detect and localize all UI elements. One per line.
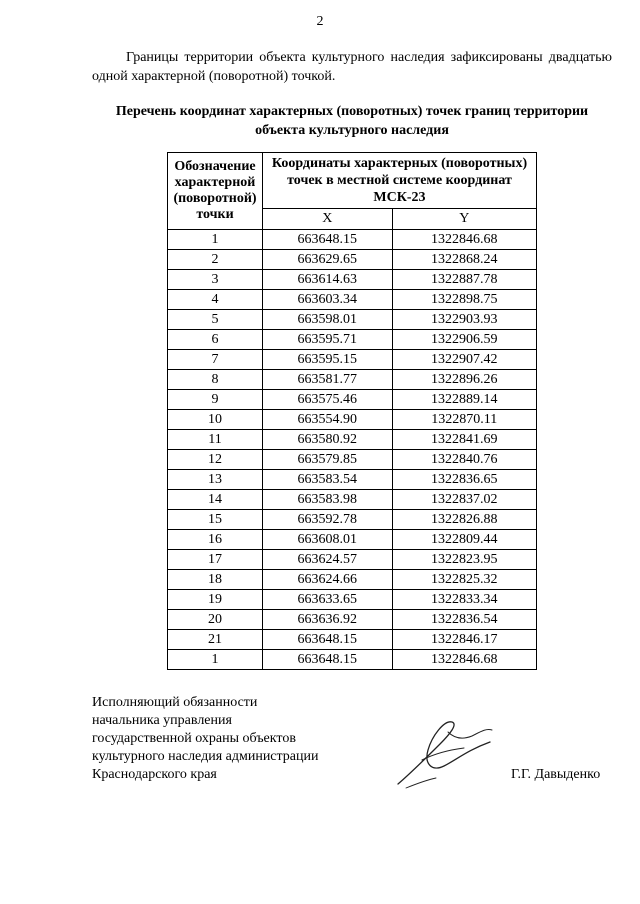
x-coordinate-cell: 663579.85 bbox=[263, 450, 393, 470]
table-row bbox=[168, 410, 537, 430]
page-number: 2 bbox=[316, 14, 324, 29]
table-row bbox=[168, 270, 537, 290]
y-coordinate-cell: 1322841.69 bbox=[392, 430, 537, 450]
table-row bbox=[168, 370, 537, 390]
point-number-cell: 19 bbox=[168, 590, 263, 610]
y-coordinate-cell: 1322870.11 bbox=[392, 410, 537, 430]
y-coordinate-cell: 1322846.17 bbox=[392, 630, 537, 650]
point-number-cell: 13 bbox=[168, 470, 263, 490]
table-row bbox=[168, 290, 537, 310]
x-coordinate-cell: 663603.34 bbox=[263, 290, 393, 310]
table-row bbox=[168, 310, 537, 330]
point-number-cell: 15 bbox=[168, 510, 263, 530]
intro-paragraph: Границы территории объекта культурного наследия зафиксированы двадцатью одной характерной (поворотной) точкой. bbox=[92, 50, 612, 84]
y-coordinate-cell: 1322906.59 bbox=[392, 330, 537, 350]
point-number-cell: 10 bbox=[168, 410, 263, 430]
point-number-cell: 1 bbox=[168, 230, 263, 250]
point-number-cell: 1 bbox=[168, 650, 263, 670]
point-number-cell: 17 bbox=[168, 550, 263, 570]
x-coordinate-cell: 663608.01 bbox=[263, 530, 393, 550]
header-coordinates: Координаты характерных (поворотных) точек в местной системе координат МСК-23 bbox=[263, 153, 537, 209]
y-coordinate-cell: 1322836.54 bbox=[392, 610, 537, 630]
point-number-cell: 16 bbox=[168, 530, 263, 550]
table-row bbox=[168, 650, 537, 670]
table-row bbox=[168, 430, 537, 450]
table-row bbox=[168, 630, 537, 650]
point-number-cell: 7 bbox=[168, 350, 263, 370]
x-coordinate-cell: 663581.77 bbox=[263, 370, 393, 390]
y-coordinate-cell: 1322825.32 bbox=[392, 570, 537, 590]
x-coordinate-cell: 663648.15 bbox=[263, 650, 393, 670]
signer-title-line: Исполняющий обязанности bbox=[92, 695, 258, 710]
point-number-cell: 5 bbox=[168, 310, 263, 330]
handwritten-signature-icon bbox=[392, 714, 496, 792]
y-coordinate-cell: 1322809.44 bbox=[392, 530, 537, 550]
x-coordinate-cell: 663554.90 bbox=[263, 410, 393, 430]
point-number-cell: 8 bbox=[168, 370, 263, 390]
x-coordinate-cell: 663580.92 bbox=[263, 430, 393, 450]
table-title: Перечень координат характерных (поворотных) точек границ территории объекта культурного наследия bbox=[115, 104, 589, 138]
x-coordinate-cell: 663595.71 bbox=[263, 330, 393, 350]
y-coordinate-cell: 1322823.95 bbox=[392, 550, 537, 570]
point-number-cell: 20 bbox=[168, 610, 263, 630]
x-coordinate-cell: 663575.46 bbox=[263, 390, 393, 410]
point-number-cell: 11 bbox=[168, 430, 263, 450]
point-number-cell: 6 bbox=[168, 330, 263, 350]
x-coordinate-cell: 663624.57 bbox=[263, 550, 393, 570]
y-coordinate-cell: 1322837.02 bbox=[392, 490, 537, 510]
x-coordinate-cell: 663648.15 bbox=[263, 230, 393, 250]
header-point: Обозначение характерной (поворотной) точки bbox=[168, 153, 263, 230]
table-row bbox=[168, 490, 537, 510]
table-row bbox=[168, 470, 537, 490]
header-y: Y bbox=[392, 209, 537, 230]
point-number-cell: 3 bbox=[168, 270, 263, 290]
table-row bbox=[168, 570, 537, 590]
x-coordinate-cell: 663648.15 bbox=[263, 630, 393, 650]
x-coordinate-cell: 663583.98 bbox=[263, 490, 393, 510]
x-coordinate-cell: 663624.66 bbox=[263, 570, 393, 590]
y-coordinate-cell: 1322840.76 bbox=[392, 450, 537, 470]
table-row bbox=[168, 330, 537, 350]
signer-title-line: государственной охраны объектов bbox=[92, 731, 296, 746]
table-row bbox=[168, 550, 537, 570]
y-coordinate-cell: 1322826.88 bbox=[392, 510, 537, 530]
table-row bbox=[168, 390, 537, 410]
y-coordinate-cell: 1322907.42 bbox=[392, 350, 537, 370]
y-coordinate-cell: 1322903.93 bbox=[392, 310, 537, 330]
point-number-cell: 4 bbox=[168, 290, 263, 310]
y-coordinate-cell: 1322846.68 bbox=[392, 230, 537, 250]
point-number-cell: 21 bbox=[168, 630, 263, 650]
x-coordinate-cell: 663595.15 bbox=[263, 350, 393, 370]
point-number-cell: 2 bbox=[168, 250, 263, 270]
table-row bbox=[168, 510, 537, 530]
point-number-cell: 18 bbox=[168, 570, 263, 590]
signer-title-line: начальника управления bbox=[92, 713, 232, 728]
y-coordinate-cell: 1322868.24 bbox=[392, 250, 537, 270]
coordinates-table bbox=[167, 152, 537, 670]
table-row bbox=[168, 450, 537, 470]
header-x: X bbox=[263, 209, 393, 230]
signer-title-line: Краснодарского края bbox=[92, 767, 217, 782]
table-row bbox=[168, 230, 537, 250]
table-row bbox=[168, 610, 537, 630]
point-number-cell: 14 bbox=[168, 490, 263, 510]
point-number-cell: 9 bbox=[168, 390, 263, 410]
table-row bbox=[168, 530, 537, 550]
point-number-cell: 12 bbox=[168, 450, 263, 470]
x-coordinate-cell: 663598.01 bbox=[263, 310, 393, 330]
y-coordinate-cell: 1322889.14 bbox=[392, 390, 537, 410]
signature-title-block bbox=[92, 694, 319, 784]
table-row bbox=[168, 590, 537, 610]
x-coordinate-cell: 663636.92 bbox=[263, 610, 393, 630]
x-coordinate-cell: 663633.65 bbox=[263, 590, 393, 610]
x-coordinate-cell: 663629.65 bbox=[263, 250, 393, 270]
table-row bbox=[168, 250, 537, 270]
y-coordinate-cell: 1322836.65 bbox=[392, 470, 537, 490]
x-coordinate-cell: 663614.63 bbox=[263, 270, 393, 290]
table-row bbox=[168, 350, 537, 370]
y-coordinate-cell: 1322896.26 bbox=[392, 370, 537, 390]
x-coordinate-cell: 663592.78 bbox=[263, 510, 393, 530]
y-coordinate-cell: 1322846.68 bbox=[392, 650, 537, 670]
signer-title-line: культурного наследия администрации bbox=[92, 749, 319, 764]
x-coordinate-cell: 663583.54 bbox=[263, 470, 393, 490]
y-coordinate-cell: 1322833.34 bbox=[392, 590, 537, 610]
y-coordinate-cell: 1322898.75 bbox=[392, 290, 537, 310]
signer-name: Г.Г. Давыденко bbox=[511, 767, 601, 782]
y-coordinate-cell: 1322887.78 bbox=[392, 270, 537, 290]
coordinates-table-body bbox=[168, 230, 537, 670]
